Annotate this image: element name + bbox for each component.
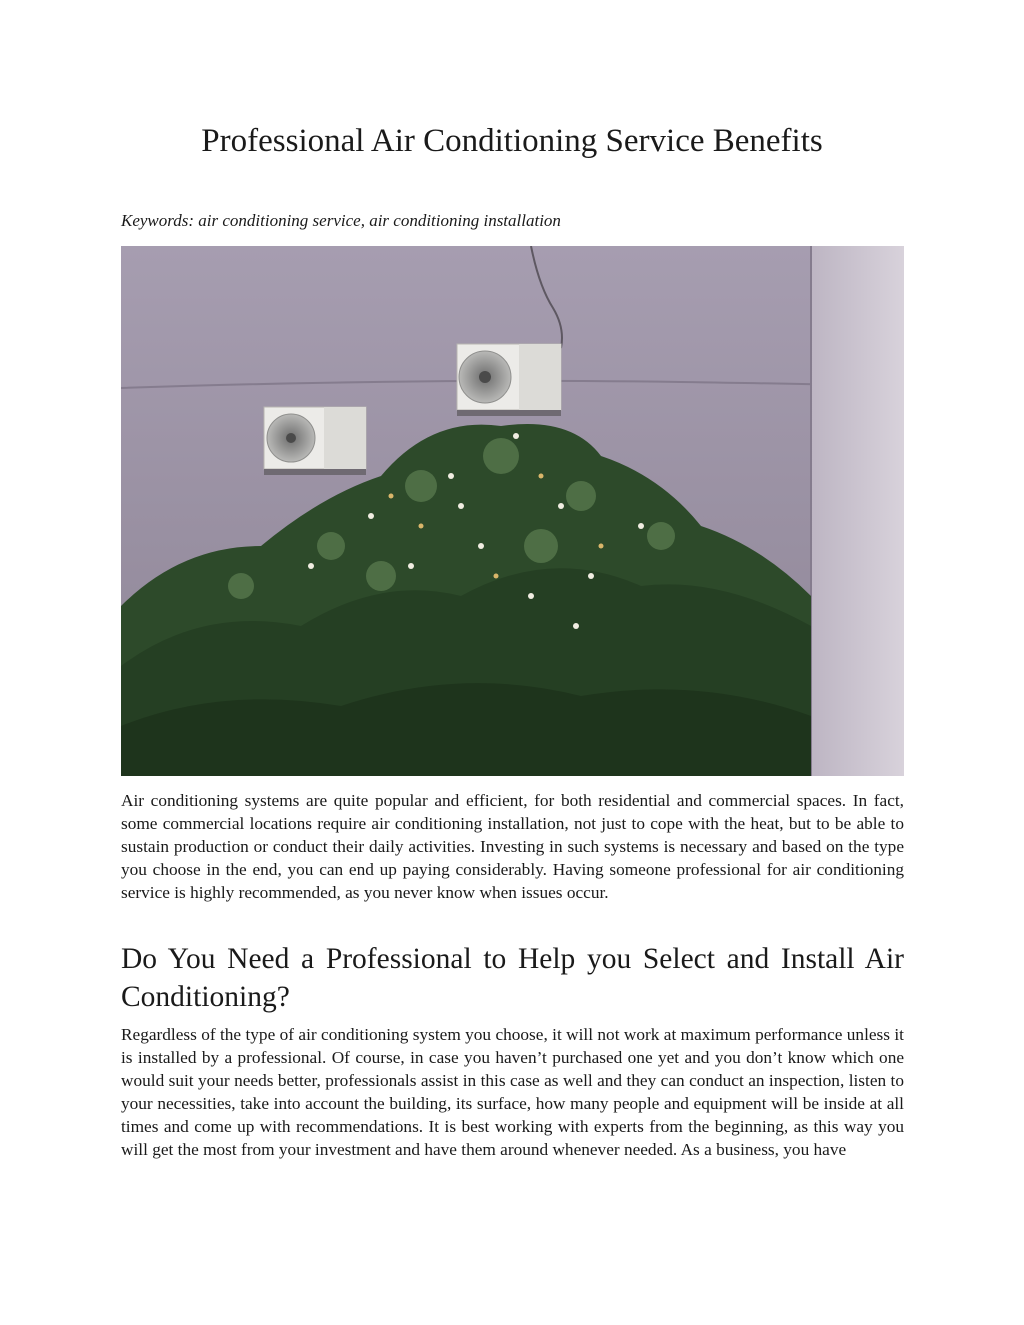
keywords-line: Keywords: air conditioning service, air conditioning installation — [121, 211, 561, 230]
ac-unit-lower — [264, 407, 366, 475]
section-heading: Do You Need a Professional to Help you Select and Install Air Conditioning? — [121, 943, 904, 1013]
article-photo — [121, 246, 904, 776]
page-title: Professional Air Conditioning Service Benefits — [201, 123, 823, 159]
ac-unit-upper — [457, 344, 561, 416]
intro-paragraph: Air conditioning systems are quite popular and efficient, for both residential and commercial spaces. In fact, some commercial locations require air conditioning installation, not just to cope with the heat, but to be able to sustain production or conduct their daily activities. Investing in such systems is necessary and based on the type you choose in the end, you can end up paying considerably. Having someone professional for air conditioning service is highly recommended, as you never know when issues occur. — [121, 791, 904, 903]
section-paragraph: Regardless of the type of air conditioning system you choose, it will not work at maximum performance unless it is installed by a professional. Of course, in case you haven’t purchased one yet and you don’t know which one would suit your needs better, professionals assist in this case as well and they can conduct an inspection, listen to your necessities, take into account the building, its surface, how many people and equipment will be inside at all times and come up with recommendations. It is best working with experts from the beginning, as this way you will get the most from your investment and have them around whenever needed. As a business, you have — [121, 1025, 904, 1160]
